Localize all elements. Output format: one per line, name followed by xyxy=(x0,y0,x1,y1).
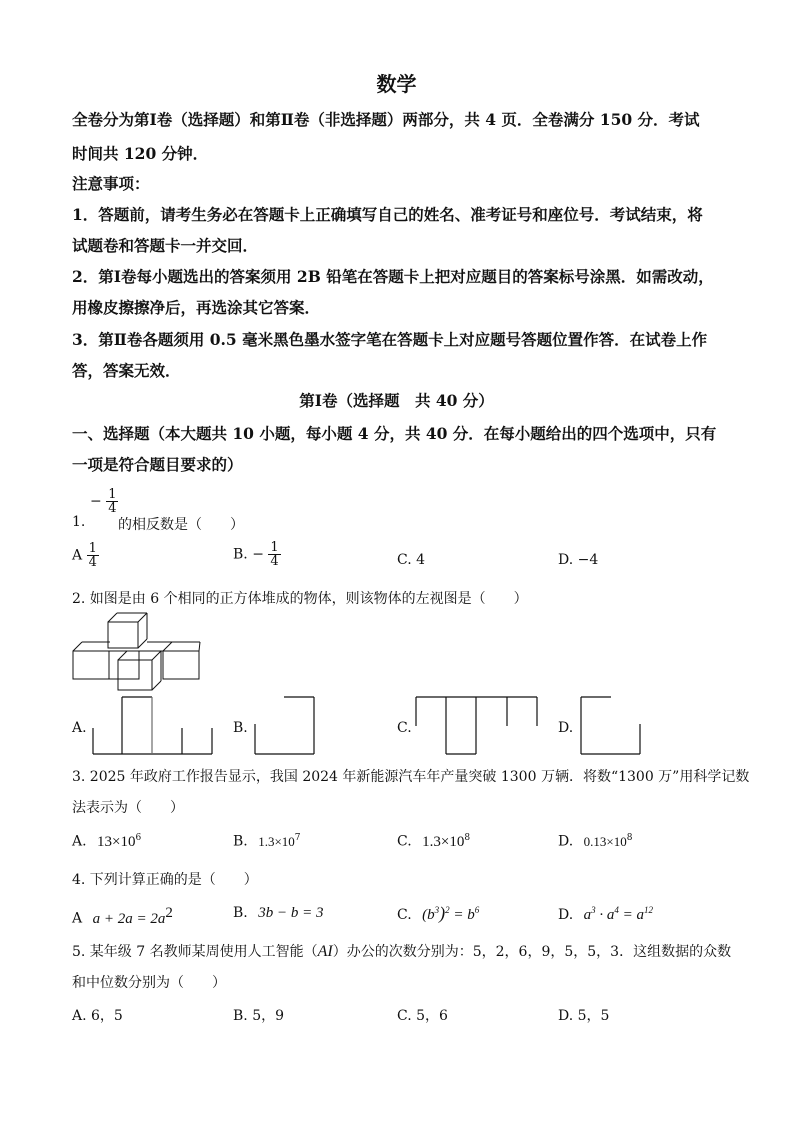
q4-option-c-result: = b xyxy=(449,907,475,923)
q4-option-d-mult: · a xyxy=(595,907,615,923)
note-2-line-1: 2．第Ⅰ卷每小题选出的答案须用 2B 铅笔在答题卡上把对应题目的答案标号涂黑．如需改动， xyxy=(72,267,714,286)
q2-option-d-label: D. xyxy=(558,720,574,736)
q3-option-a-label: A. xyxy=(72,833,87,850)
q4-text: 4. 下列计算正确的是（ ） xyxy=(72,872,258,888)
q1-option-b-denominator: 4 xyxy=(270,554,279,569)
q3-option-c-exponent: 8 xyxy=(464,833,471,843)
q1-stem-fraction xyxy=(90,488,118,515)
q5-option-d: D. 5，5 xyxy=(558,1008,610,1024)
q3-option-b-exponent: 7 xyxy=(294,833,301,843)
page-title: 数学 xyxy=(376,72,417,96)
q1-text: 的相反数是（ ） xyxy=(118,517,244,533)
q3-option-a-base: 13×10 xyxy=(97,833,136,850)
q3-option-c xyxy=(397,833,470,851)
q4-option-b xyxy=(233,905,323,922)
intro-line-1: 全卷分为第Ⅰ卷（选择题）和第Ⅱ卷（非选择题）两部分，共 4 页．全卷满分 150 分．考试 xyxy=(72,110,700,129)
q4-option-c-paren: ) xyxy=(439,903,446,923)
q1-fraction-numerator: 1 xyxy=(108,487,117,502)
q1-option-b-label: B. xyxy=(233,546,248,563)
q5-ai-term: AI xyxy=(317,943,333,960)
q1-option-b-neg: − xyxy=(252,546,264,563)
q1-option-a-fraction xyxy=(87,542,99,569)
q3-option-c-label: C. xyxy=(397,833,412,850)
note-3-line-1: 3．第Ⅱ卷各题须用 0.5 毫米黑色墨水签字笔在答题卡上对应题号答题位置作答．在试卷上作 xyxy=(72,330,708,349)
note-1-line-2: 试题卷和答题卡一并交回． xyxy=(72,236,259,255)
q2-option-b-view xyxy=(252,694,318,756)
q4-option-c-label: C. xyxy=(397,907,412,923)
q3-line-1: 3. 2025 年政府工作报告显示，我国 2024 年新能源汽车年产量突破 1300 万辆．将数“1300 万”用科学记数 xyxy=(72,769,750,785)
q3-option-a xyxy=(72,833,141,851)
section-heading: 第Ⅰ卷（选择题 共 40 分） xyxy=(299,391,494,410)
q5-line-1-post: ）办公的次数分别为：5，2，6，9，5，5，3．这组数据的众数 xyxy=(332,944,732,960)
q4-option-d-exp-3: 12 xyxy=(644,905,654,915)
q2-option-a-view xyxy=(90,694,215,756)
q5-option-b: B. 5，9 xyxy=(233,1008,285,1024)
notes-heading: 注意事项： xyxy=(72,174,150,193)
q3-option-b xyxy=(233,833,301,850)
q4-option-a xyxy=(72,905,173,928)
q5-line-1-pre: 5. 某年级 7 名教师某周使用人工智能（ xyxy=(72,944,318,960)
note-2-line-2: 用橡皮擦擦净后，再选涂其它答案． xyxy=(72,298,321,317)
note-1-line-1: 1．答题前，请考生务必在答题卡上正确填写自己的姓名、准考证号和座位号．考试结束，将 xyxy=(72,205,703,224)
q2-option-c-label: C. xyxy=(397,720,412,736)
note-3-line-2: 答，答案无效． xyxy=(72,361,181,380)
q4-option-a-exponent: 2 xyxy=(165,905,173,921)
q1-option-b-fraction xyxy=(268,541,280,568)
q1-fraction-denominator: 4 xyxy=(108,501,117,516)
q3-option-d xyxy=(558,833,632,850)
q1-option-b xyxy=(233,541,281,568)
q1-option-b-numerator: 1 xyxy=(270,540,279,555)
q3-option-d-exponent: 8 xyxy=(626,833,633,843)
q2-option-d-view xyxy=(578,694,644,756)
q5-line-1 xyxy=(72,941,731,961)
q2-cube-figure xyxy=(70,610,210,695)
part-instruction-line-2: 一项是符合题目要求的） xyxy=(72,455,243,474)
q4-option-c-base: (b xyxy=(422,907,435,923)
q4-option-c-inner-exponent: 3 xyxy=(434,905,440,915)
q3-option-a-exponent: 6 xyxy=(135,833,142,843)
q2-option-c-view xyxy=(413,694,541,756)
q1-option-a-denominator: 4 xyxy=(88,555,97,570)
q5-option-a: A. 6，5 xyxy=(72,1008,123,1024)
q4-option-d-exp-1: 3 xyxy=(591,905,596,915)
q3-line-2: 法表示为（ ） xyxy=(72,800,184,816)
q1-number: 1. xyxy=(72,514,86,530)
q4-option-c-outer-exponent: 2 xyxy=(445,905,450,915)
q4-option-a-expr: a + 2a = 2a xyxy=(92,910,166,927)
q4-option-d-exp-2: 4 xyxy=(614,905,619,915)
q4-option-a-label: A xyxy=(72,910,83,927)
q5-option-c: C. 5，6 xyxy=(397,1008,448,1024)
q4-option-c-result-exponent: 6 xyxy=(474,905,480,915)
q3-option-d-base: 0.13×10 xyxy=(583,833,627,849)
q4-option-b-label: B. xyxy=(233,905,248,921)
q1-option-a-numerator: 1 xyxy=(88,541,97,556)
q4-option-d-expr xyxy=(584,907,653,923)
intro-line-2: 时间共 120 分钟． xyxy=(72,144,209,163)
q4-option-c-expr xyxy=(422,903,480,923)
part-instruction-line-1: 一、选择题（本大题共 10 小题，每小题 4 分，共 40 分．在每小题给出的四个选项中，只有 xyxy=(72,424,717,443)
q3-option-c-base: 1.3×10 xyxy=(422,833,465,850)
q1-option-c: C. 4 xyxy=(397,552,426,568)
q3-option-b-label: B. xyxy=(233,833,248,850)
q2-option-b-label: B. xyxy=(233,720,248,736)
q2-text: 2. 如图是由 6 个相同的正方体堆成的物体，则该物体的左视图是（ ） xyxy=(72,591,528,607)
q3-option-d-label: D. xyxy=(558,833,574,850)
q1-neg-sign: − xyxy=(90,493,102,510)
q4-option-d-label: D. xyxy=(558,907,574,923)
q1-option-a-label: A xyxy=(72,547,83,564)
q4-option-b-expr: 3b − b = 3 xyxy=(258,905,324,921)
q1-option-a xyxy=(72,542,99,569)
q3-option-b-base: 1.3×10 xyxy=(258,833,295,849)
q1-option-d: D. −4 xyxy=(558,552,599,568)
q5-line-2: 和中位数分别为（ ） xyxy=(72,975,226,991)
q4-option-d-result: = a xyxy=(618,907,645,923)
q4-option-d xyxy=(558,905,653,924)
q4-option-c xyxy=(397,903,479,924)
q2-option-a-label: A. xyxy=(72,720,87,736)
q1-fraction xyxy=(106,488,118,515)
q4-option-d-base: a xyxy=(583,907,592,923)
